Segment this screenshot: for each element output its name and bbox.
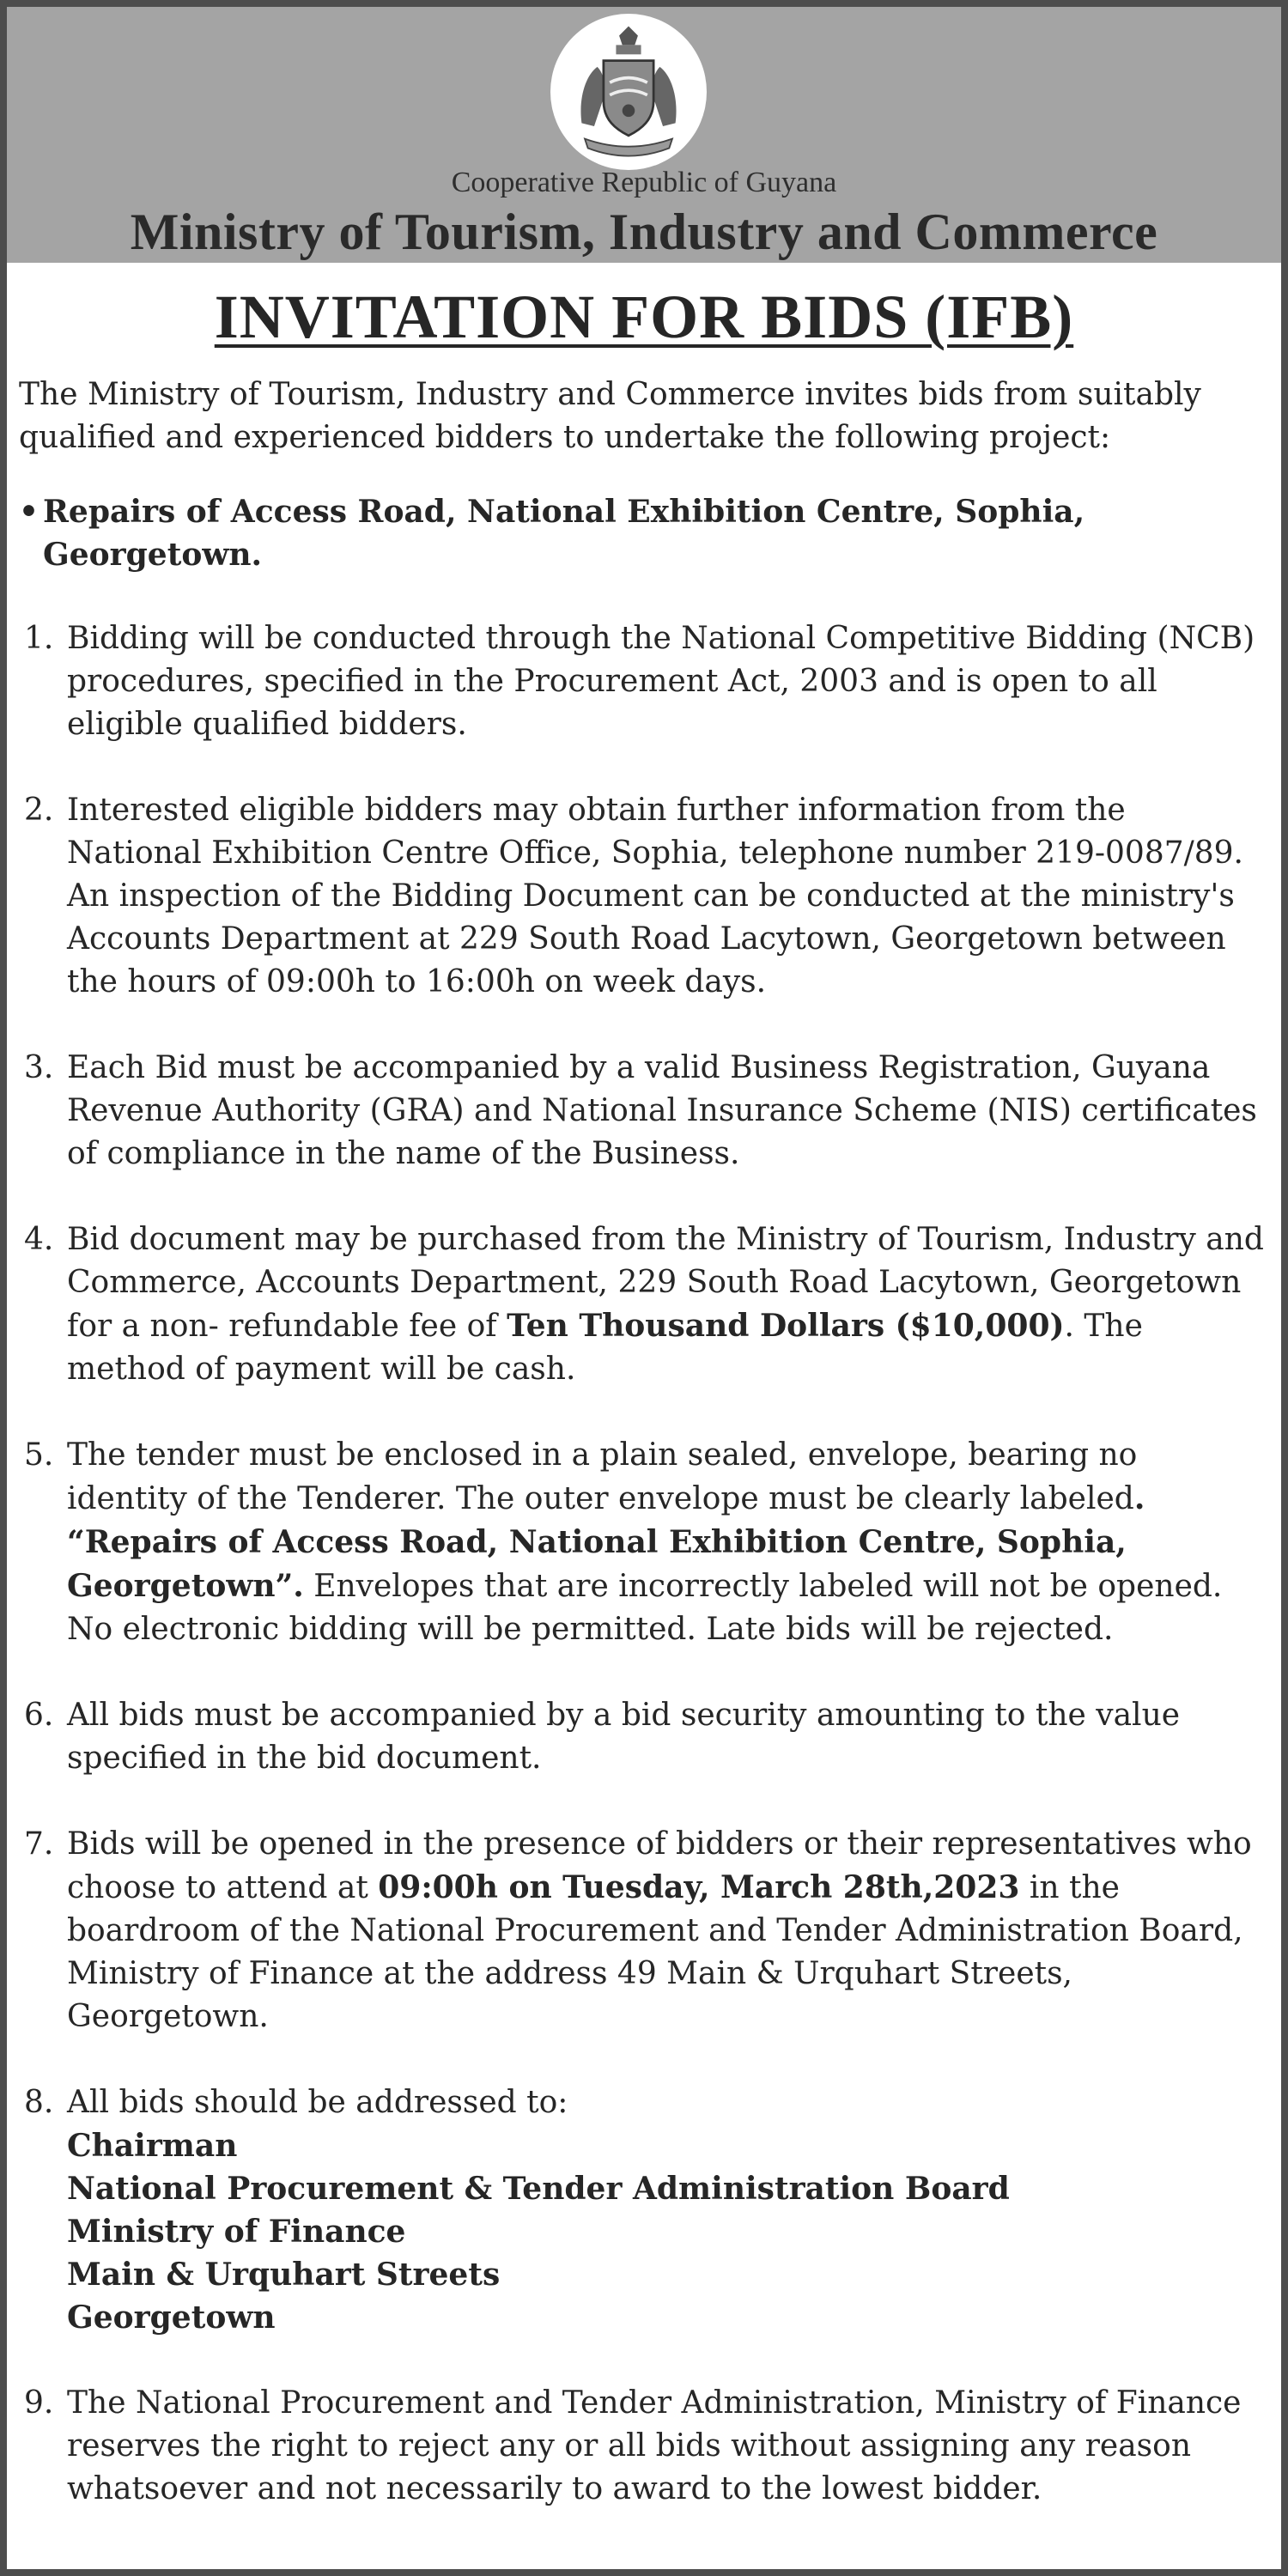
item-number: 6.: [24, 1698, 54, 1733]
list-item-9: [19, 2382, 1266, 2511]
header-banner: [7, 7, 1281, 263]
bullet-icon: •: [19, 494, 39, 530]
list-item-3: [19, 1047, 1266, 1176]
republic-name: Cooperative Republic of Guyana: [451, 167, 837, 198]
item-number: 4.: [24, 1222, 54, 1257]
address-line: Chairman: [67, 2128, 238, 2164]
list-item-2: [19, 789, 1266, 1004]
envelope-label: . “Repairs of Access Road, National Exhibition Centre, Sophia, Georgetown”.: [67, 1480, 1145, 1604]
item-text: Bidding will be conducted through the National Competitive Bidding (NCB) procedures, specified in the Procurement Act, 2003 and is open to all eligible qualified bidders.: [67, 621, 1255, 742]
item-number: 5.: [24, 1437, 54, 1473]
item-text-part: Bid document may be purchased from the Ministry of Tourism, Industry and Commerce, Accounts Department, 229 South Road Lacytown, Georgetown for a non- refundable fee of: [67, 1222, 1264, 1344]
item-number: 3.: [24, 1050, 54, 1085]
list-item-6: [19, 1694, 1266, 1780]
item-text: The National Procurement and Tender Administration, Ministry of Finance reserves the right to reject any or all bids without assigning any reason whatsoever and not necessarily to award to the lowest bidder.: [67, 2385, 1242, 2506]
ministry-name: Ministry of Tourism, Industry and Commerce: [130, 204, 1158, 260]
item-text: Each Bid must be accompanied by a valid Business Registration, Guyana Revenue Authority (GRA) and National Insurance Scheme (NIS) certificates of compliance in the name of the Business.: [67, 1050, 1257, 1171]
item-text-part: All bids should be addressed to:: [67, 2085, 568, 2120]
list-item-5: [19, 1434, 1266, 1651]
item-number: 9.: [24, 2385, 54, 2421]
coat-of-arms-icon: [550, 14, 707, 170]
intro-paragraph: The Ministry of Tourism, Industry and Commerce invites bids from suitably qualified and experienced bidders to undertake the following project:: [19, 377, 1201, 455]
project-bullet: [19, 490, 1266, 576]
item-text: Interested eligible bidders may obtain further information from the National Exhibition Centre Office, Sophia, telephone number 219-0087/89. An inspection of the Bidding Document can be conducted at the ministry's Accounts Department at 229 South Road Lacytown, Georgetown between the hours of 09:00h to 16:00h on week days.: [67, 793, 1244, 999]
address-line: Main & Urquhart Streets: [67, 2257, 501, 2293]
address-line: National Procurement & Tender Administration Board: [67, 2171, 1010, 2207]
item-number: 2.: [24, 793, 54, 828]
item-text-part: . The method of payment will be cash.: [67, 1309, 1143, 1387]
address-line: Ministry of Finance: [67, 2214, 406, 2250]
item-text-part: Bids will be opened in the presence of bidders or their representatives who choose to attend at: [67, 1826, 1252, 1905]
item-text: All bids must be accompanied by a bid security amounting to the value specified in the bid document.: [67, 1698, 1181, 1776]
item-number: 7.: [24, 1826, 54, 1862]
fee-amount: Ten Thousand Dollars ($10,000): [507, 1308, 1065, 1344]
address-line: Georgetown: [67, 2300, 276, 2336]
list-item-8: [19, 2081, 1266, 2339]
item-text: [67, 1434, 1266, 1651]
project-name: Repairs of Access Road, National Exhibition Centre, Sophia, Georgetown.: [43, 494, 1085, 573]
item-text: [67, 1218, 1266, 1391]
list-item-7: [19, 1823, 1266, 2038]
opening-datetime: 09:00h on Tuesday, March 28th,2023: [378, 1869, 1020, 1905]
item-text-part: in the boardroom of the National Procurement and Tender Administration Board, Ministry of Finance at the address 49 Main & Urquhart Streets, Georgetown.: [67, 1870, 1243, 2034]
item-text-part: The tender must be enclosed in a plain sealed, envelope, bearing no identity of the Tenderer. The outer envelope must be clearly labeled: [67, 1437, 1138, 1516]
page-title: INVITATION FOR BIDS (IFB): [214, 283, 1074, 351]
item-text: [67, 1823, 1266, 2038]
list-item-4: [19, 1218, 1266, 1391]
item-text: [67, 2081, 1266, 2339]
item-number: 1.: [24, 621, 54, 656]
item-text-part: Envelopes that are incorrectly labeled will not be opened. No electronic bidding will be permitted. Late bids will be rejected.: [67, 1569, 1223, 1647]
list-item-1: [19, 617, 1266, 746]
item-number: 8.: [24, 2085, 54, 2120]
notice-body: [7, 374, 1281, 2511]
